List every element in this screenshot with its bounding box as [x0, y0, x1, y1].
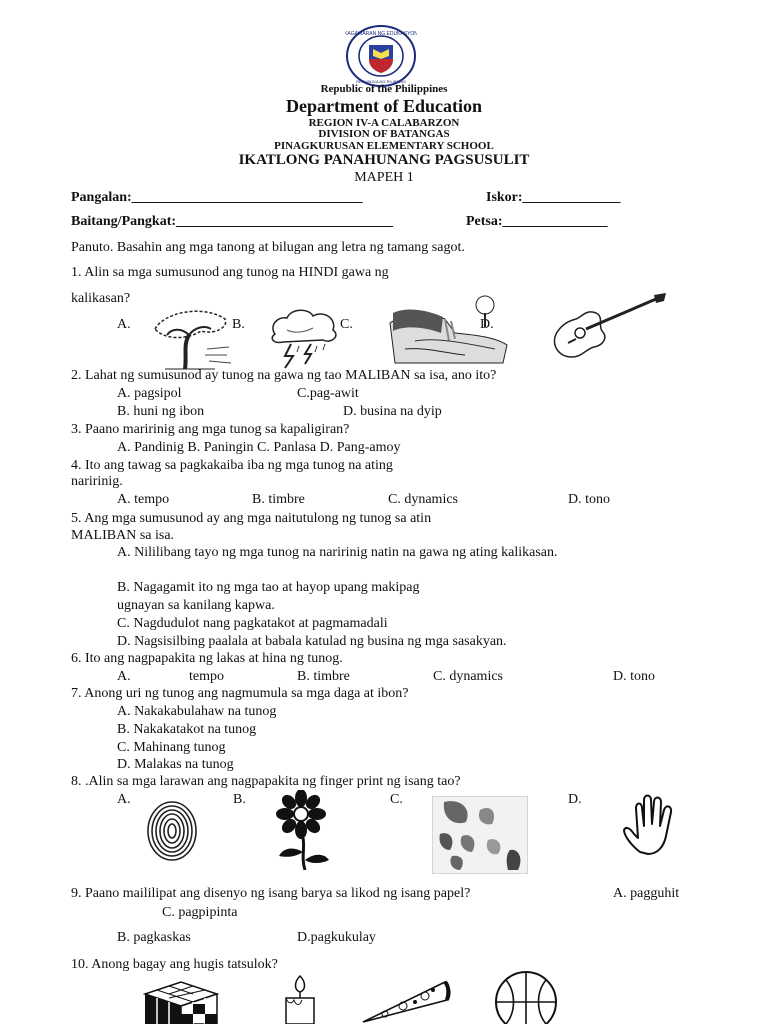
republic-line: Republic of the Philippines — [320, 83, 448, 95]
q7-option-c[interactable]: C. Mahinang tunog — [117, 740, 226, 755]
basketball-image[interactable] — [494, 970, 558, 1024]
q6-text: 6. Ito ang nagpapakita ng lakas at hina ng tunog. — [71, 651, 343, 666]
q5-text-line2: MALIBAN sa isa. — [71, 528, 175, 543]
rubiks-cube-image[interactable] — [137, 980, 225, 1024]
q5-option-a[interactable]: A. Nililibang tayo ng mga tunog na naririnig natin na gawa ng ating kalikasan. — [117, 545, 558, 560]
exam-title: IKATLONG PANAHUNANG PAGSUSULIT — [238, 152, 530, 168]
q2-text: 2. Lahat ng sumusunod ay tunog na gawa ng tao MALIBAN sa isa, ano ito? — [71, 368, 497, 383]
instructions: Panuto. Basahin ang mga tanong at bilugan ang letra ng tamang sagot. — [71, 240, 465, 255]
seal-top-text: KAGAWARAN NG EDUKASYON — [345, 31, 417, 37]
q7-option-a[interactable]: A. Nakakabulahaw na tunog — [117, 704, 277, 719]
q6-option-b[interactable]: B. timbre — [297, 669, 350, 684]
q2-option-b[interactable]: B. huni ng ibon — [117, 404, 205, 419]
q7-option-b[interactable]: B. Nakakatakot na tunog — [117, 722, 257, 737]
hand-image — [620, 792, 688, 856]
department-title: Department of Education — [286, 96, 482, 116]
q1-option-c[interactable]: C. — [340, 317, 353, 332]
q1-text-line2: kalikasan? — [71, 291, 131, 306]
q1-option-a[interactable]: A. — [117, 317, 131, 332]
date-field[interactable]: Petsa:_______________ — [466, 214, 608, 229]
grade-section-field[interactable]: Baitang/Pangkat:_______________________________ — [71, 214, 394, 229]
school-line: PINAGKURUSAN ELEMENTARY SCHOOL — [274, 140, 494, 152]
q2-option-d[interactable]: D. busina na dyip — [343, 404, 442, 419]
subject-title: MAPEH 1 — [354, 170, 414, 185]
q9-text: 9. Paano maililipat ang disenyo ng isang barya sa likod ng isang papel? — [71, 886, 471, 901]
q9-option-b[interactable]: B. pagkaskas — [117, 930, 191, 945]
q9-option-a[interactable]: A. pagguhit — [613, 886, 680, 901]
q8-text: 8. .Alin sa mga larawan ang nagpapakita ng finger print ng isang tao? — [71, 774, 461, 789]
q6-option-c[interactable]: C. dynamics — [433, 669, 503, 684]
q1-option-d[interactable]: D. — [480, 317, 494, 332]
q5-text-line1: 5. Ang mga sumusunod ay ang mga naitutulong ng tunog sa atin — [71, 511, 432, 526]
q5-option-c[interactable]: C. Nagdudulot nang pagkatakot at pagmamadali — [117, 616, 388, 631]
q4-text-line2: naririnig. — [71, 474, 123, 489]
q1-text-line1: 1. Alin sa mga sumusunod ang tunog na HINDI gawa ng — [71, 265, 389, 280]
q6-option-a[interactable]: tempo — [189, 669, 224, 684]
q9-option-c[interactable]: C. pagpipinta — [162, 905, 238, 920]
guitar-image — [548, 291, 670, 361]
q4-option-b[interactable]: B. timbre — [252, 492, 305, 507]
deped-seal — [345, 25, 417, 87]
q5-option-b-line2[interactable]: ugnayan sa kanilang kapwa. — [117, 598, 275, 613]
q7-text: 7. Anong uri ng tunog ang nagmumula sa mga daga at ibon? — [71, 686, 409, 701]
q2-option-c[interactable]: C.pag-awit — [297, 386, 359, 401]
q3-text: 3. Paano maririnig ang mga tunog sa kapaligiran? — [71, 422, 350, 437]
flower-image — [265, 790, 337, 870]
q7-option-d[interactable]: D. Malakas na tunog — [117, 757, 234, 772]
region-line: REGION IV-A CALABARZON — [308, 117, 460, 129]
q3-options[interactable]: A. Pandinig B. Paningin C. Panlasa D. Pang-amoy — [117, 440, 401, 455]
q10-text: 10. Anong bagay ang hugis tatsulok? — [71, 957, 278, 972]
q4-text-line1: 4. Ito ang tawag sa pagkakaiba iba ng mga tunog na ating — [71, 458, 393, 473]
fingerprint-image — [146, 800, 198, 862]
q4-option-c[interactable]: C. dynamics — [388, 492, 458, 507]
leaves-image — [432, 796, 528, 874]
candle-image[interactable] — [280, 974, 320, 1024]
q2-option-a[interactable]: A. pagsipol — [117, 386, 182, 401]
q1-option-b[interactable]: B. — [232, 317, 245, 332]
division-line: DIVISION OF BATANGAS — [318, 128, 450, 140]
name-field[interactable]: Pangalan:_________________________________ — [71, 190, 363, 205]
storm-cloud-image — [265, 306, 345, 370]
q5-option-d[interactable]: D. Nagsisilbing paalala at babala katulad ng busina ng mga sasakyan. — [117, 634, 507, 649]
q4-option-a[interactable]: A. tempo — [117, 492, 170, 507]
seal-bottom-text: REPUBLIKA NG PILIPINAS — [356, 79, 406, 84]
q5-option-b-line1[interactable]: B. Nagagamit ito ng mga tao at hayop upang makipag — [117, 580, 420, 595]
q6-option-a-letter[interactable]: A. — [117, 669, 131, 684]
score-field[interactable]: Iskor:______________ — [486, 190, 621, 205]
q9-option-d[interactable]: D.pagkukulay — [297, 930, 376, 945]
q8-option-b[interactable]: B. — [233, 792, 246, 807]
q8-option-a[interactable]: A. — [117, 792, 131, 807]
q8-option-c[interactable]: C. — [390, 792, 403, 807]
waterfall-image — [385, 293, 510, 365]
q4-option-d[interactable]: D. tono — [568, 492, 610, 507]
q8-option-d[interactable]: D. — [568, 792, 582, 807]
tree-in-wind-image — [145, 305, 235, 371]
q6-option-d[interactable]: D. tono — [613, 669, 655, 684]
pizza-slice-image[interactable] — [355, 978, 455, 1024]
